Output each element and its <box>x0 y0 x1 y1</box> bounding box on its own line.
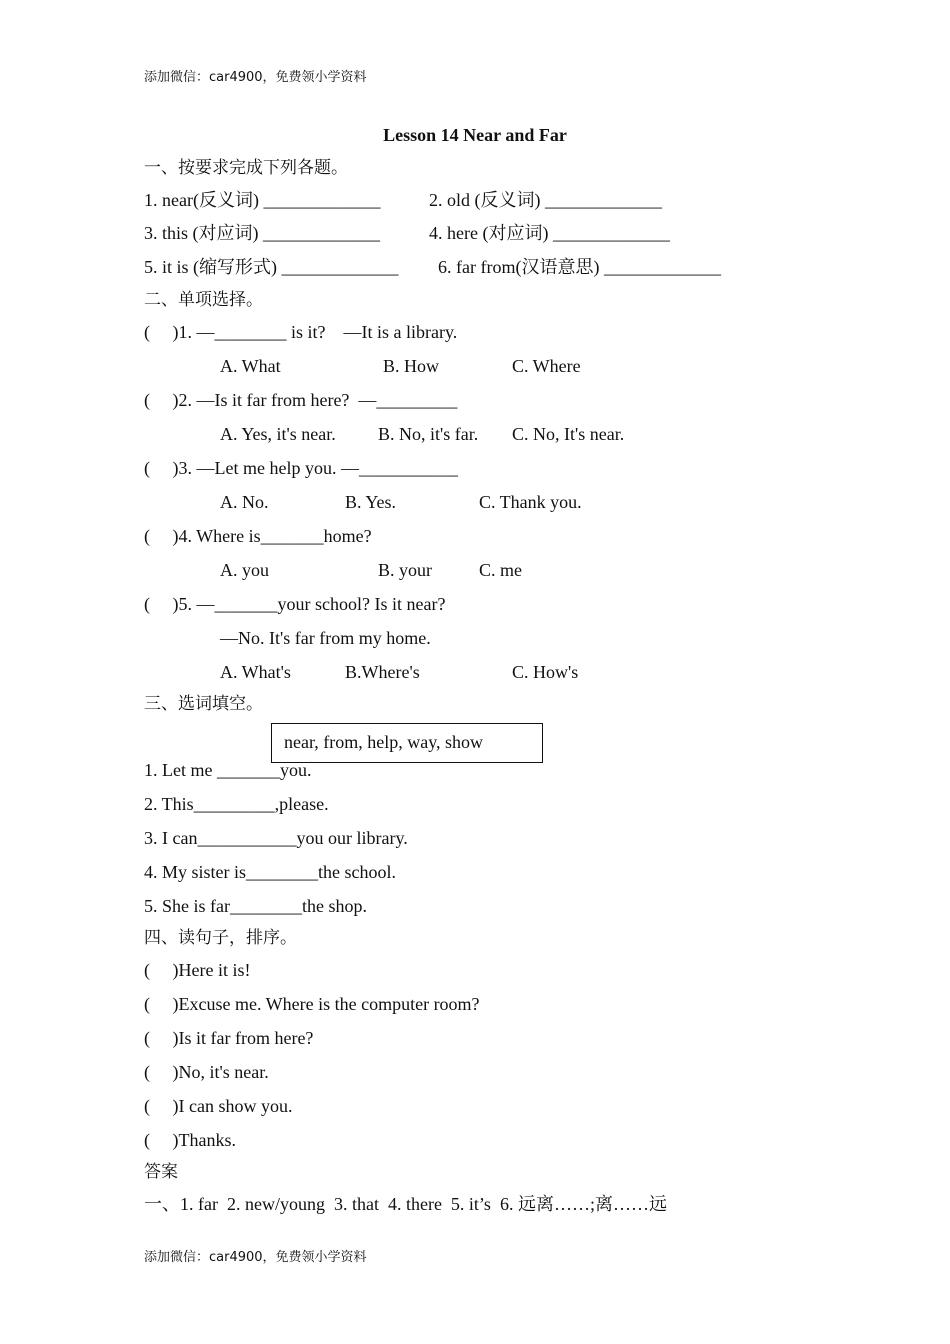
section1-q5: 5. it is (缩写形式) _____________ <box>144 257 399 277</box>
section4-item: ( )No, it's near. <box>144 1062 269 1082</box>
footer-note: 添加微信：car4900，免费领小学资料 <box>144 1250 367 1265</box>
section2-q5-option-c: C. How's <box>512 662 579 682</box>
section2-q5-reply: —No. It's far from my home. <box>220 628 431 648</box>
section3-q1: 1. Let me _______you. <box>144 760 312 780</box>
section2-q1-option-a: A. What <box>220 356 281 376</box>
section2-q3-option-b: B. Yes. <box>345 492 397 512</box>
section1-q1: 1. near(反义词) _____________ <box>144 190 381 210</box>
section4-item: ( )I can show you. <box>144 1096 293 1116</box>
section2-q1: ( )1. —________ is it? —It is a library. <box>144 322 458 342</box>
section2-q4-option-a: A. you <box>220 560 269 580</box>
section3-q5: 5. She is far________the shop. <box>144 896 367 916</box>
section2-q1-option-c: C. Where <box>512 356 581 376</box>
section2-q2-option-a: A. Yes, it's near. <box>220 424 336 444</box>
section2-q3-option-a: A. No. <box>220 492 269 512</box>
section1-q6: 6. far from(汉语意思) _____________ <box>438 257 721 277</box>
answers-heading: 答案 <box>144 1162 178 1182</box>
section4-item: ( )Thanks. <box>144 1130 236 1150</box>
page-title: Lesson 14 Near and Far <box>383 125 567 145</box>
section2-q4-option-b: B. your <box>378 560 432 580</box>
section4-item: ( )Is it far from here? <box>144 1028 314 1048</box>
section1-q3: 3. this (对应词) _____________ <box>144 223 380 243</box>
section2-heading: 二、单项选择。 <box>144 290 263 310</box>
section2-q2-option-b: B. No, it's far. <box>378 424 479 444</box>
header-note: 添加微信：car4900，免费领小学资料 <box>144 70 367 85</box>
section3-q4: 4. My sister is________the school. <box>144 862 396 882</box>
section2-q5-option-a: A. What's <box>220 662 291 682</box>
section2-q1-option-b: B. How <box>383 356 440 376</box>
section2-q4-option-c: C. me <box>479 560 522 580</box>
word-box-text: near, from, help, way, show <box>284 732 484 752</box>
section3-q2: 2. This_________,please. <box>144 794 329 814</box>
section1-q4: 4. here (对应词) _____________ <box>429 223 670 243</box>
section3-q3: 3. I can___________you our library. <box>144 828 408 848</box>
section2-q2: ( )2. —Is it far from here? —_________ <box>144 390 458 410</box>
word-box <box>271 723 543 763</box>
answers-line-1: 一、1. far 2. new/young 3. that 4. there 5. it’s 6. 远离……;离……远 <box>144 1194 667 1214</box>
section2-q5-option-b: B.Where's <box>345 662 420 682</box>
section4-item: ( )Excuse me. Where is the computer room? <box>144 994 480 1014</box>
section1-q2: 2. old (反义词) _____________ <box>429 190 662 210</box>
section4-item: ( )Here it is! <box>144 960 251 980</box>
section2-q3-option-c: C. Thank you. <box>479 492 582 512</box>
section1-heading: 一、按要求完成下列各题。 <box>144 158 348 178</box>
section2-q3: ( )3. —Let me help you. —___________ <box>144 458 458 478</box>
section2-q5: ( )5. —_______your school? Is it near? <box>144 594 446 614</box>
section4-heading: 四、读句子，排序。 <box>144 928 297 948</box>
section3-heading: 三、选词填空。 <box>144 694 263 714</box>
section2-q2-option-c: C. No, It's near. <box>512 424 625 444</box>
section2-q4: ( )4. Where is_______home? <box>144 526 372 546</box>
